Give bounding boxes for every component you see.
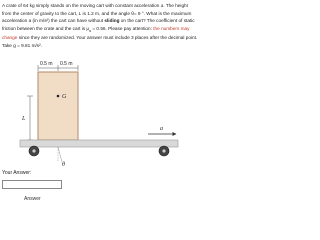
problem-text-1: A crate of 64 kg simply stands on the moving cart with constant acceleration: [2, 3, 161, 8]
randomized-warning: the numbers may change: [2, 25, 190, 41]
sliding-emphasis: sliding: [104, 18, 120, 24]
answer-button[interactable]: Answer: [24, 194, 60, 204]
center-label: G: [62, 94, 67, 100]
problem-text-4: . What is the maximum acceleration a (in m/s²) the cart can have without: [2, 10, 192, 24]
center-of-gravity-dot: [57, 95, 60, 98]
l-symbol: L: [78, 10, 82, 16]
cart-platform: [20, 140, 178, 147]
problem-text-7: since they are randomized. Your answer must include 3 places after the decimal point. Take g = 9.81 m/s².: [2, 35, 198, 48]
angle-label: θ: [62, 162, 65, 168]
wheel-left-hub: [32, 149, 35, 152]
problem-text-6: Please pay attention:: [106, 25, 154, 31]
wheel-right-hub: [162, 149, 165, 152]
crate: [38, 72, 78, 140]
height-label: L: [22, 116, 26, 122]
dim-left-label: 0.5 m: [40, 61, 53, 67]
theta-value: θ= 9 °: [131, 10, 144, 16]
cart-crate-figure: [10, 58, 188, 168]
answer-input[interactable]: [2, 180, 62, 189]
your-answer-label: Your Answer:: [2, 170, 32, 176]
mu-value: = 0.56.: [91, 25, 107, 31]
dim-right-label: 0.5 m: [60, 61, 73, 67]
problem-text-5: on the cart? The coefficient of static friction between the crate and the cart is μ: [2, 18, 195, 31]
accel-label: a: [160, 126, 163, 132]
mu-subscript: s: [89, 27, 92, 33]
problem-statement: [2, 2, 198, 50]
problem-text-2: . The height from the center of gravity to the cart,: [2, 3, 188, 16]
problem-text-3: is 1.2 m, and the angle: [81, 10, 132, 16]
accel-symbol: a: [160, 3, 164, 8]
angle-line-slanted: [58, 147, 62, 162]
